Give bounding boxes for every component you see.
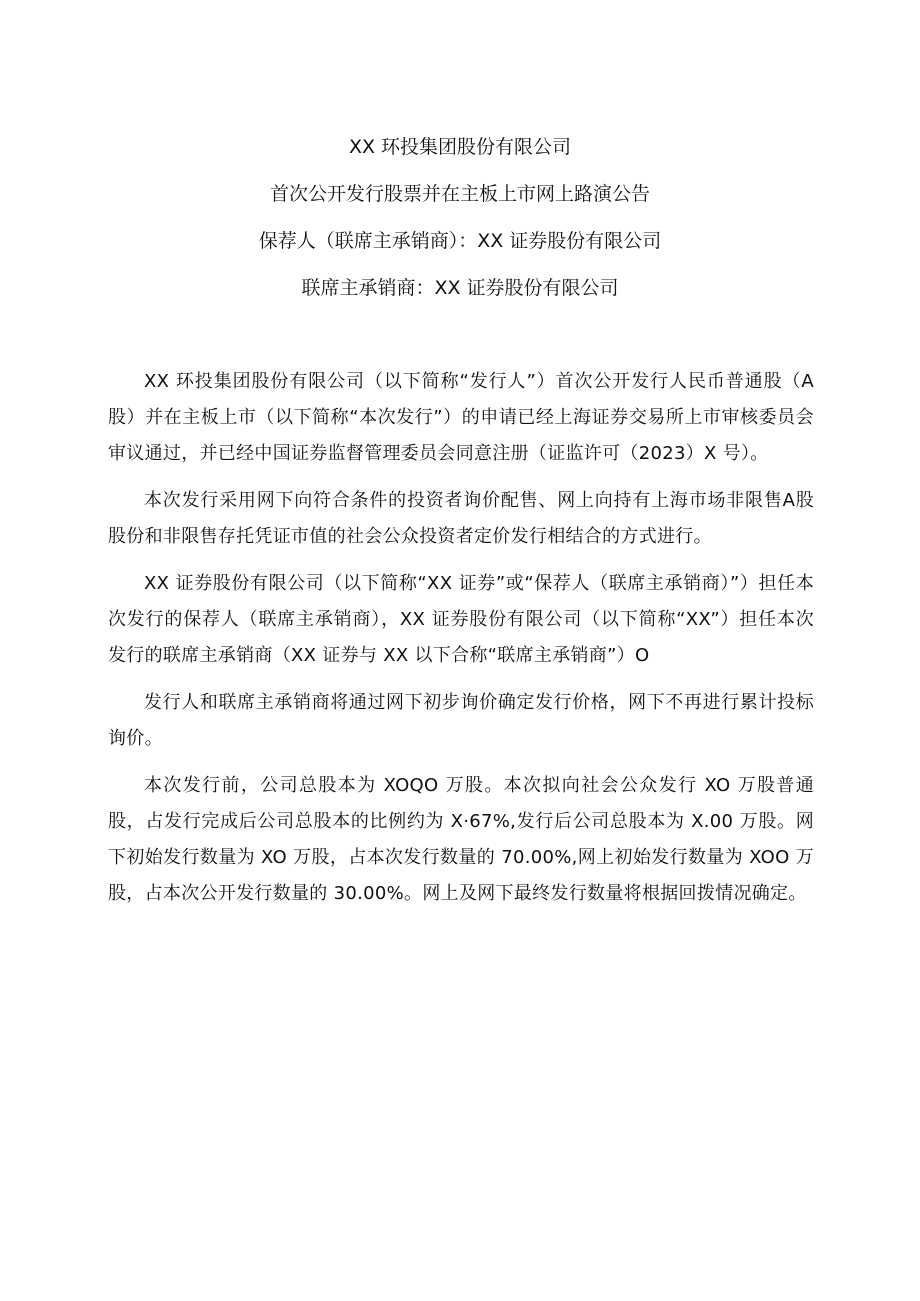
paragraph-share-capital: 本次发行前，公司总股本为 XOQO 万股。本次拟向社会公众发行 XO 万股普通股，占发行完成后公司总股本的比例约为 X·67%,发行后公司总股本为 X.00 万股。网下初始发行数量为 XO 万股，占本次发行数量的 70.00%,网上初始发行数量为 XOO 万股，占本次公开发行数量的 30.00%。网上及网下最终发行数量将根据回拨情况确定。: [108, 775, 814, 904]
company-title: XX 环投集团股份有限公司: [348, 136, 572, 158]
announcement-title: 首次公开发行股票并在主板上市网上路演公告: [269, 183, 650, 205]
paragraph-pricing: 发行人和联席主承销商将通过网下初步询价确定发行价格，网下不再进行累计投标询价。: [108, 692, 814, 749]
co-underwriter-line: 联席主承销商：XX 证券股份有限公司: [301, 277, 619, 299]
announcement-header: [0, 124, 920, 312]
paragraph-approval: XX 环投集团股份有限公司（以下简称“发行人”）首次公开发行人民币普通股（A 股）并在主板上市（以下简称“本次发行”）的申请已经上海证券交易所上市审核委员会审议通过，并已经中国证券监督管理委员会同意注册（证监许可（2023）X 号）。: [108, 371, 814, 464]
paragraph-issue-method: 本次发行采用网下向符合条件的投资者询价配售、网上向持有上海市场非限售A股股份和非限售存托凭证市值的社会公众投资者定价发行相结合的方式进行。: [108, 490, 814, 547]
sponsor-line: 保荐人（联席主承销商）：XX 证券股份有限公司: [258, 230, 662, 252]
paragraph-underwriters: XX 证券股份有限公司（以下简称“XX 证券”或“保荐人（联席主承销商）”）担任本次发行的保荐人（联席主承销商），XX 证券股份有限公司（以下简称“XX”）担任本次发行的联席主承销商（XX 证券与 XX 以下合称“联席主承销商”）O: [108, 573, 814, 666]
announcement-body: [108, 364, 814, 923]
